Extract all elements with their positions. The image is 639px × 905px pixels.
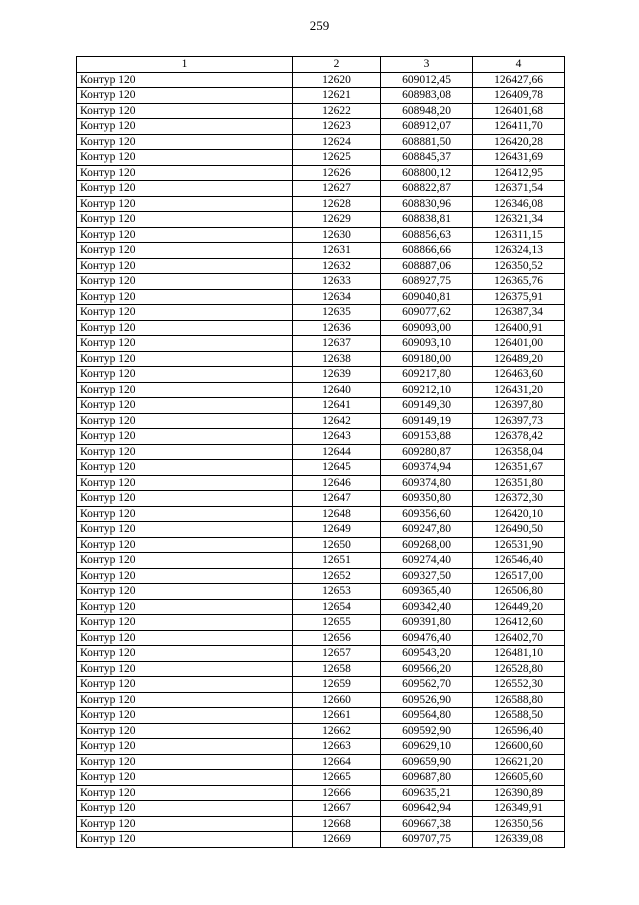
table-row [77,739,565,755]
x-coordinate-cell: 608866,66 [381,243,473,259]
x-coordinate-cell: 609659,90 [381,754,473,770]
table-row [77,646,565,662]
y-coordinate-cell: 126375,91 [473,289,565,305]
contour-name-cell: Контур 120 [77,274,293,290]
point-number-cell: 12629 [293,212,381,228]
x-coordinate-cell: 608927,75 [381,274,473,290]
point-number-cell: 12669 [293,832,381,848]
x-coordinate-cell: 608838,81 [381,212,473,228]
contour-name-cell: Контур 120 [77,816,293,832]
table-row [77,243,565,259]
y-coordinate-cell: 126420,28 [473,134,565,150]
contour-name-cell: Контур 120 [77,398,293,414]
table-row [77,274,565,290]
contour-name-cell: Контур 120 [77,661,293,677]
table-row [77,708,565,724]
y-coordinate-cell: 126401,00 [473,336,565,352]
table-row [77,785,565,801]
y-coordinate-cell: 126600,60 [473,739,565,755]
table-row [77,444,565,460]
table-row [77,460,565,476]
point-number-cell: 12659 [293,677,381,693]
point-number-cell: 12643 [293,429,381,445]
point-number-cell: 12620 [293,72,381,88]
table-row [77,196,565,212]
y-coordinate-cell: 126371,54 [473,181,565,197]
table-row [77,351,565,367]
contour-name-cell: Контур 120 [77,134,293,150]
x-coordinate-cell: 609687,80 [381,770,473,786]
x-coordinate-cell: 608912,07 [381,119,473,135]
y-coordinate-cell: 126390,89 [473,785,565,801]
y-coordinate-cell: 126621,20 [473,754,565,770]
point-number-cell: 12636 [293,320,381,336]
x-coordinate-cell: 609350,80 [381,491,473,507]
point-number-cell: 12655 [293,615,381,631]
x-coordinate-cell: 609268,00 [381,537,473,553]
contour-name-cell: Контур 120 [77,413,293,429]
y-coordinate-cell: 126463,60 [473,367,565,383]
x-coordinate-cell: 609365,40 [381,584,473,600]
table-row [77,692,565,708]
point-number-cell: 12658 [293,661,381,677]
x-coordinate-cell: 609707,75 [381,832,473,848]
table-body [77,72,565,847]
y-coordinate-cell: 126412,95 [473,165,565,181]
y-coordinate-cell: 126531,90 [473,537,565,553]
table-row [77,227,565,243]
y-coordinate-cell: 126588,50 [473,708,565,724]
point-number-cell: 12637 [293,336,381,352]
y-coordinate-cell: 126412,60 [473,615,565,631]
table-row [77,599,565,615]
point-number-cell: 12651 [293,553,381,569]
x-coordinate-cell: 608983,08 [381,88,473,104]
contour-name-cell: Контур 120 [77,444,293,460]
point-number-cell: 12644 [293,444,381,460]
point-number-cell: 12660 [293,692,381,708]
y-coordinate-cell: 126409,78 [473,88,565,104]
x-coordinate-cell: 609374,80 [381,475,473,491]
table-row [77,336,565,352]
point-number-cell: 12642 [293,413,381,429]
column-header-4: 4 [473,57,565,73]
contour-name-cell: Контур 120 [77,351,293,367]
table-row [77,491,565,507]
contour-name-cell: Контур 120 [77,599,293,615]
x-coordinate-cell: 609566,20 [381,661,473,677]
contour-name-cell: Контур 120 [77,770,293,786]
x-coordinate-cell: 609153,88 [381,429,473,445]
point-number-cell: 12649 [293,522,381,538]
y-coordinate-cell: 126401,68 [473,103,565,119]
point-number-cell: 12628 [293,196,381,212]
x-coordinate-cell: 609342,40 [381,599,473,615]
x-coordinate-cell: 609592,90 [381,723,473,739]
contour-name-cell: Контур 120 [77,677,293,693]
point-number-cell: 12634 [293,289,381,305]
table-row [77,258,565,274]
x-coordinate-cell: 608948,20 [381,103,473,119]
x-coordinate-cell: 609093,10 [381,336,473,352]
x-coordinate-cell: 609149,19 [381,413,473,429]
table-row [77,320,565,336]
y-coordinate-cell: 126588,80 [473,692,565,708]
point-number-cell: 12664 [293,754,381,770]
x-coordinate-cell: 608830,96 [381,196,473,212]
column-header-3: 3 [381,57,473,73]
point-number-cell: 12652 [293,568,381,584]
point-number-cell: 12668 [293,816,381,832]
point-number-cell: 12630 [293,227,381,243]
table-row [77,103,565,119]
point-number-cell: 12661 [293,708,381,724]
x-coordinate-cell: 609180,00 [381,351,473,367]
table-row [77,413,565,429]
y-coordinate-cell: 126528,80 [473,661,565,677]
x-coordinate-cell: 609274,40 [381,553,473,569]
x-coordinate-cell: 609217,80 [381,367,473,383]
point-number-cell: 12663 [293,739,381,755]
point-number-cell: 12639 [293,367,381,383]
x-coordinate-cell: 609012,45 [381,72,473,88]
table-row [77,506,565,522]
contour-name-cell: Контур 120 [77,429,293,445]
table-row [77,88,565,104]
point-number-cell: 12666 [293,785,381,801]
point-number-cell: 12665 [293,770,381,786]
contour-name-cell: Контур 120 [77,150,293,166]
x-coordinate-cell: 609562,70 [381,677,473,693]
table-row [77,754,565,770]
y-coordinate-cell: 126449,20 [473,599,565,615]
contour-name-cell: Контур 120 [77,227,293,243]
coordinates-table [76,56,565,848]
point-number-cell: 12656 [293,630,381,646]
contour-name-cell: Контур 120 [77,584,293,600]
y-coordinate-cell: 126358,04 [473,444,565,460]
column-header-1: 1 [77,57,293,73]
table-row [77,661,565,677]
contour-name-cell: Контур 120 [77,739,293,755]
y-coordinate-cell: 126397,73 [473,413,565,429]
y-coordinate-cell: 126431,69 [473,150,565,166]
table-row [77,537,565,553]
y-coordinate-cell: 126546,40 [473,553,565,569]
contour-name-cell: Контур 120 [77,103,293,119]
y-coordinate-cell: 126339,08 [473,832,565,848]
point-number-cell: 12653 [293,584,381,600]
table-row [77,398,565,414]
contour-name-cell: Контур 120 [77,785,293,801]
contour-name-cell: Контур 120 [77,553,293,569]
point-number-cell: 12632 [293,258,381,274]
contour-name-cell: Контур 120 [77,692,293,708]
contour-name-cell: Контур 120 [77,212,293,228]
y-coordinate-cell: 126489,20 [473,351,565,367]
x-coordinate-cell: 609247,80 [381,522,473,538]
y-coordinate-cell: 126552,30 [473,677,565,693]
point-number-cell: 12626 [293,165,381,181]
y-coordinate-cell: 126387,34 [473,305,565,321]
contour-name-cell: Контур 120 [77,258,293,274]
x-coordinate-cell: 609526,90 [381,692,473,708]
x-coordinate-cell: 609356,60 [381,506,473,522]
point-number-cell: 12667 [293,801,381,817]
x-coordinate-cell: 608822,87 [381,181,473,197]
table-row [77,134,565,150]
table-row [77,630,565,646]
contour-name-cell: Контур 120 [77,615,293,631]
y-coordinate-cell: 126605,60 [473,770,565,786]
contour-name-cell: Контур 120 [77,336,293,352]
x-coordinate-cell: 609564,80 [381,708,473,724]
y-coordinate-cell: 126596,40 [473,723,565,739]
y-coordinate-cell: 126397,80 [473,398,565,414]
contour-name-cell: Контур 120 [77,723,293,739]
y-coordinate-cell: 126431,20 [473,382,565,398]
contour-name-cell: Контур 120 [77,243,293,259]
y-coordinate-cell: 126517,00 [473,568,565,584]
table-row [77,367,565,383]
table-row [77,584,565,600]
x-coordinate-cell: 609642,94 [381,801,473,817]
y-coordinate-cell: 126324,13 [473,243,565,259]
x-coordinate-cell: 608845,37 [381,150,473,166]
contour-name-cell: Контур 120 [77,119,293,135]
point-number-cell: 12623 [293,119,381,135]
table-row [77,305,565,321]
point-number-cell: 12650 [293,537,381,553]
contour-name-cell: Контур 120 [77,475,293,491]
y-coordinate-cell: 126490,50 [473,522,565,538]
table-row [77,72,565,88]
table-row [77,801,565,817]
point-number-cell: 12638 [293,351,381,367]
contour-name-cell: Контур 120 [77,801,293,817]
y-coordinate-cell: 126311,15 [473,227,565,243]
y-coordinate-cell: 126350,52 [473,258,565,274]
table-row [77,289,565,305]
contour-name-cell: Контур 120 [77,367,293,383]
table-row [77,475,565,491]
table-row [77,615,565,631]
y-coordinate-cell: 126349,91 [473,801,565,817]
point-number-cell: 12648 [293,506,381,522]
x-coordinate-cell: 609093,00 [381,320,473,336]
table-row [77,723,565,739]
x-coordinate-cell: 609077,62 [381,305,473,321]
x-coordinate-cell: 609327,50 [381,568,473,584]
y-coordinate-cell: 126378,42 [473,429,565,445]
table-header-row [77,57,565,73]
y-coordinate-cell: 126351,80 [473,475,565,491]
table-row [77,212,565,228]
table-row [77,770,565,786]
contour-name-cell: Контур 120 [77,460,293,476]
point-number-cell: 12654 [293,599,381,615]
contour-name-cell: Контур 120 [77,646,293,662]
y-coordinate-cell: 126372,30 [473,491,565,507]
x-coordinate-cell: 608856,63 [381,227,473,243]
contour-name-cell: Контур 120 [77,181,293,197]
contour-name-cell: Контур 120 [77,754,293,770]
x-coordinate-cell: 609374,94 [381,460,473,476]
table-row [77,119,565,135]
point-number-cell: 12645 [293,460,381,476]
y-coordinate-cell: 126411,70 [473,119,565,135]
point-number-cell: 12633 [293,274,381,290]
x-coordinate-cell: 609635,21 [381,785,473,801]
y-coordinate-cell: 126420,10 [473,506,565,522]
contour-name-cell: Контур 120 [77,522,293,538]
point-number-cell: 12631 [293,243,381,259]
table-row [77,553,565,569]
contour-name-cell: Контур 120 [77,568,293,584]
x-coordinate-cell: 608881,50 [381,134,473,150]
table-row [77,429,565,445]
x-coordinate-cell: 609391,80 [381,615,473,631]
contour-name-cell: Контур 120 [77,88,293,104]
contour-name-cell: Контур 120 [77,72,293,88]
contour-name-cell: Контур 120 [77,289,293,305]
y-coordinate-cell: 126427,66 [473,72,565,88]
contour-name-cell: Контур 120 [77,537,293,553]
point-number-cell: 12627 [293,181,381,197]
contour-name-cell: Контур 120 [77,630,293,646]
point-number-cell: 12641 [293,398,381,414]
x-coordinate-cell: 609629,10 [381,739,473,755]
y-coordinate-cell: 126365,76 [473,274,565,290]
x-coordinate-cell: 609149,30 [381,398,473,414]
point-number-cell: 12657 [293,646,381,662]
point-number-cell: 12635 [293,305,381,321]
point-number-cell: 12640 [293,382,381,398]
x-coordinate-cell: 609667,38 [381,816,473,832]
x-coordinate-cell: 608800,12 [381,165,473,181]
point-number-cell: 12621 [293,88,381,104]
contour-name-cell: Контур 120 [77,320,293,336]
point-number-cell: 12647 [293,491,381,507]
contour-name-cell: Контур 120 [77,165,293,181]
y-coordinate-cell: 126481,10 [473,646,565,662]
point-number-cell: 12662 [293,723,381,739]
x-coordinate-cell: 609476,40 [381,630,473,646]
contour-name-cell: Контур 120 [77,708,293,724]
contour-name-cell: Контур 120 [77,196,293,212]
contour-name-cell: Контур 120 [77,305,293,321]
point-number-cell: 12624 [293,134,381,150]
column-header-2: 2 [293,57,381,73]
x-coordinate-cell: 609543,20 [381,646,473,662]
y-coordinate-cell: 126400,91 [473,320,565,336]
page-number: 259 [309,18,330,33]
x-coordinate-cell: 609212,10 [381,382,473,398]
table-row [77,677,565,693]
contour-name-cell: Контур 120 [77,506,293,522]
x-coordinate-cell: 608887,06 [381,258,473,274]
y-coordinate-cell: 126402,70 [473,630,565,646]
contour-name-cell: Контур 120 [77,491,293,507]
table-row [77,816,565,832]
table-row [77,150,565,166]
contour-name-cell: Контур 120 [77,382,293,398]
x-coordinate-cell: 609280,87 [381,444,473,460]
y-coordinate-cell: 126351,67 [473,460,565,476]
table-row [77,568,565,584]
y-coordinate-cell: 126350,56 [473,816,565,832]
point-number-cell: 12622 [293,103,381,119]
point-number-cell: 12625 [293,150,381,166]
point-number-cell: 12646 [293,475,381,491]
table-row [77,522,565,538]
table-row [77,181,565,197]
y-coordinate-cell: 126506,80 [473,584,565,600]
contour-name-cell: Контур 120 [77,832,293,848]
y-coordinate-cell: 126321,34 [473,212,565,228]
table-row [77,382,565,398]
table-row [77,832,565,848]
y-coordinate-cell: 126346,08 [473,196,565,212]
table-row [77,165,565,181]
x-coordinate-cell: 609040,81 [381,289,473,305]
